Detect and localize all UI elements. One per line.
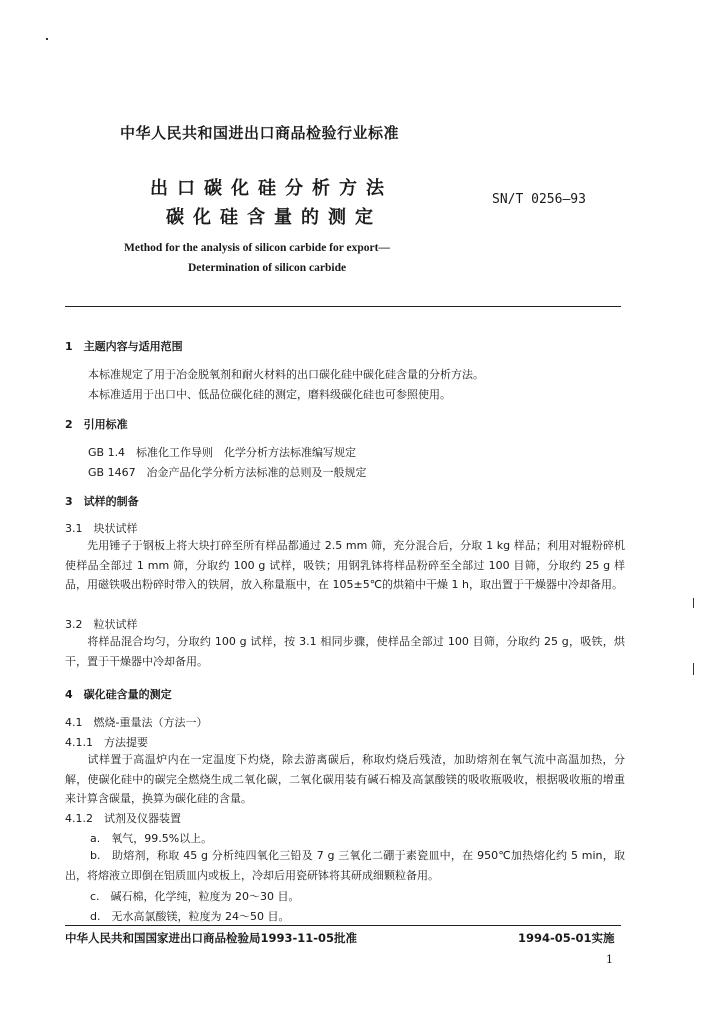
approval-info: 中华人民共和国国家进出口商品检验局1993-11-05批准 [65,931,358,945]
english-title-line-1: Method for the analysis of silicon carbide for export— [124,242,390,254]
footer-divider [65,925,621,926]
header-divider [65,306,621,307]
section-3-2-paragraph: 将样品混合均匀，分取约 100 g 试样，按 3.1 相同步骤，使样品全部过 100 目筛，分取约 25 g，吸铁，烘干，置于干燥器中冷却备用。 [65,635,625,668]
section-1-paragraph-2: 本标准适用于出口中、低品位碳化硅的测定，磨料级碳化硅也可参照使用。 [88,388,451,401]
issuing-organization: 中华人民共和国进出口商品检验行业标准 [120,124,400,142]
scan-speck [693,663,694,675]
section-3-2-heading: 3.2 粒状试样 [65,618,138,631]
reference-gb-1467: GB 1467 冶金产品化学分析方法标准的总则及一般规定 [88,466,367,479]
title-line-2: 碳化硅含量的测定 [166,207,382,228]
section-1-heading: 1 主题内容与适用范围 [65,340,183,353]
reference-gb-1-4: GB 1.4 标准化工作导则 化学分析方法标准编写规定 [88,446,357,459]
reagent-item-d: d. 无水高氯酸镁，粒度为 24～50 目。 [90,910,290,923]
standard-code: SN/T 0256—93 [492,192,586,207]
reagent-item-b: b. 助熔剂，称取 45 g 分析纯四氧化三铅及 7 g 三氧化二硼于素瓷皿中，在 950℃加热熔化约 5 min，取出，将熔液立即倒在铝质皿内或板上，冷却后用瓷研钵将其研成细颗粒备用。 [65,849,625,882]
implementation-date: 1994-05-01实施 [518,931,615,945]
section-4-1-heading: 4.1 燃烧-重量法（方法一） [65,716,208,729]
scan-speck [46,38,48,40]
section-3-heading: 3 试样的制备 [65,495,139,508]
section-4-1-1-paragraph: 试样置于高温炉内在一定温度下灼烧，除去游离碳后，称取灼烧后残渣，加助熔剂在氧气流中高温加热，分解，使碳化硅中的碳完全燃烧生成二氧化碳，二氧化碳用装有碱石棉及高氯酸镁的吸收瓶吸收，根据吸收瓶的增重来计算含碳量，换算为碳化硅的含量。 [65,753,625,805]
section-3-1-heading: 3.1 块状试样 [65,522,138,535]
reagent-item-c: c. 碱石棉，化学纯，粒度为 20～30 目。 [90,890,300,903]
title-line-1: 出口碳化硅分析方法 [150,178,393,199]
section-3-1-paragraph: 先用锤子于钢板上将大块打碎至所有样品都通过 2.5 mm 筛，充分混合后，分取 1 kg 样品；利用对辊粉碎机使样品全部过 1 mm 筛，分取约 100 g 试样，吸铁；用钢乳钵将样品粉碎至全部过 100 目筛，分取约 25 g 样品，用磁铁吸出粉碎时带入的铁屑，放入称量瓶中，在 105±5℃的烘箱中干燥 1 h，取出置于干燥器中冷却备用。 [65,539,625,591]
reagent-item-a: a. 氧气，99.5%以上。 [90,832,213,845]
section-4-1-1-heading: 4.1.1 方法提要 [65,736,148,749]
english-title-line-2: Determination of silicon carbide [188,262,347,274]
scan-speck [693,598,694,608]
section-4-heading: 4 碳化硅含量的测定 [65,688,172,701]
section-4-1-2-heading: 4.1.2 试剂及仪器装置 [65,812,181,825]
section-1-paragraph-1: 本标准规定了用于冶金脱氧剂和耐火材料的出口碳化硅中碳化硅含量的分析方法。 [88,368,484,381]
section-2-heading: 2 引用标准 [65,418,128,431]
page-number: 1 [606,953,613,966]
